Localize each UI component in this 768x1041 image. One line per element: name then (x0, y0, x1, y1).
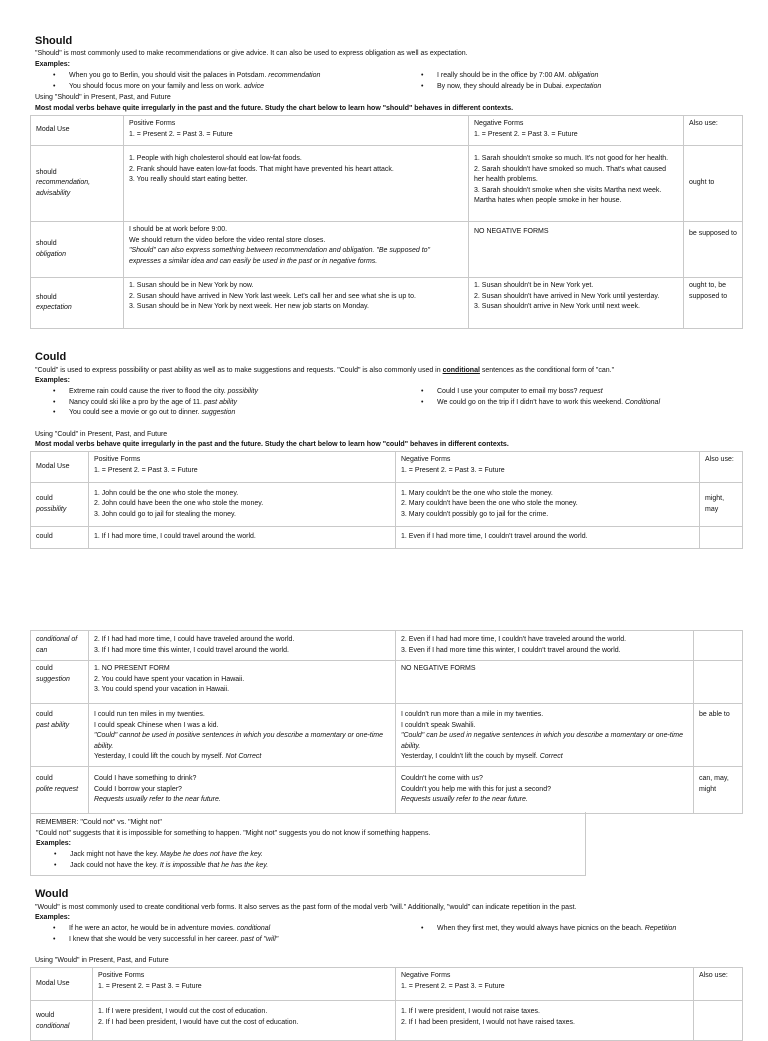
could-using-title: Using "Could" in Present, Past, and Future (35, 431, 168, 438)
table-row (31, 767, 743, 814)
would-examples-left (35, 924, 278, 945)
could-title: Could (35, 351, 67, 363)
table-row (31, 527, 743, 549)
should-using-title: Using "Should" in Present, Past, and Future (35, 94, 171, 101)
list-item: • If he were an actor, he would be in adventure movies. conditional (35, 924, 278, 935)
modal-cell: would conditional (31, 1001, 93, 1041)
would-table (30, 967, 743, 1041)
modal-cell: could (31, 527, 89, 549)
negative-cell: 1. Susan shouldn't be in New York yet. 2. Susan shouldn't have arrived in New York until yesterday. 3. Susan shouldn't arrive in New York until next week. (469, 278, 684, 329)
should-examples-label: Examples: (35, 61, 71, 68)
positive-cell: 1. If I were president, I would cut the cost of education. 2. If I had been president, I would have cut the cost of education. (93, 1001, 396, 1041)
negative-cell: 1. Mary couldn't be the one who stole the money. 2. Mary couldn't have been the one who stole the money. 3. Mary couldn't possibly go to jail for the crime. (396, 483, 700, 527)
list-item: • Jack could not have the key. It is impossible that he has the key. (36, 861, 268, 872)
also-cell (700, 527, 743, 549)
remember-box (30, 812, 586, 876)
list-item: • Could I use your computer to email my boss? request (403, 387, 660, 398)
would-using-title: Using "Would" in Present, Past, and Future (35, 957, 169, 964)
modal-cell: could possibility (31, 483, 89, 527)
table-row (31, 1001, 743, 1041)
table-row (31, 278, 743, 329)
also-cell (694, 631, 743, 661)
should-title: Should (35, 35, 73, 47)
modal-cell: could polite request (31, 767, 89, 814)
list-item: • Extreme rain could cause the river to flood the city. possibility (35, 387, 258, 398)
would-examples-right (403, 924, 676, 935)
should-intro: "Should" is most commonly used to make recommendations or give advice. It can also be used to express obligation as well as expectation. (35, 50, 468, 57)
header-negative: Negative Forms 1. = Present 2. = Past 3. = Future (396, 968, 694, 1001)
list-item: • Nancy could ski like a pro by the age of 11. past ability (35, 398, 258, 409)
list-item: • We could go on the trip if I didn't have to work this weekend. Conditional (403, 398, 660, 409)
would-title: Would (35, 888, 69, 900)
positive-cell: 2. If I had had more time, I could have traveled around the world. 3. If I had more time this winter, I could travel around the world. (89, 631, 396, 661)
could-examples-right (403, 387, 660, 408)
negative-cell: I couldn't run more than a mile in my twenties. I couldn't speak Swahili. "Could" can be used in negative sentences in which you describe a momentary or one-time ability. Yesterday, I couldn't lift the couch by myself. Correct (396, 704, 694, 767)
positive-cell: 1. If I had more time, I could travel around the world. (89, 527, 396, 549)
table-row (31, 631, 743, 661)
list-item: • I knew that she would be very successful in her career. past of "will" (35, 935, 278, 946)
positive-cell: 1. NO PRESENT FORM 2. You could have spent your vacation in Hawaii. 3. You could spend your vacation in Hawaii. (89, 661, 396, 704)
could-examples-left (35, 387, 258, 419)
list-item: • You should focus more on your family and less on work. advice (35, 82, 320, 93)
table-row (31, 483, 743, 527)
negative-cell: 1. If I were president, I would not raise taxes. 2. If I had been president, I would not have raised taxes. (396, 1001, 694, 1041)
header-modal: Modal Use (31, 116, 124, 146)
negative-cell: NO NEGATIVE FORMS (396, 661, 694, 704)
could-table-continued (30, 630, 743, 814)
header-positive: Positive Forms 1. = Present 2. = Past 3. = Future (93, 968, 396, 1001)
list-item: • When they first met, they would always have picnics on the beach. Repetition (403, 924, 676, 935)
could-table (30, 451, 743, 549)
header-positive: Positive Forms 1. = Present 2. = Past 3. = Future (89, 452, 396, 483)
also-cell (694, 661, 743, 704)
positive-cell: 1. People with high cholesterol should eat low-fat foods. 2. Frank should have eaten low-fat foods. That might have prevented his heart attack. 3. You really should start eating better. (124, 146, 469, 222)
positive-cell: 1. Susan should be in New York by now. 2. Susan should have arrived in New York last week. Let's call her and see what she is up to. 3. Susan should be in New York by next week. Her new job starts on Monday. (124, 278, 469, 329)
also-cell: be supposed to (684, 222, 743, 278)
modal-cell: could suggestion (31, 661, 89, 704)
header-also: Also use: (694, 968, 743, 1001)
modal-cell: should expectation (31, 278, 124, 329)
positive-cell: I should be at work before 9:00. We should return the video before the video rental store closes. "Should" can also express something between recommendation and obligation. "Be supposed to" expresses a similar idea and can easily be used in the past or in negative forms. (124, 222, 469, 278)
header-modal: Modal Use (31, 968, 93, 1001)
list-item: • Jack might not have the key. Maybe he does not have the key. (36, 850, 268, 861)
modal-cell: conditional of can (31, 631, 89, 661)
also-cell (694, 1001, 743, 1041)
header-also: Also use: (684, 116, 743, 146)
negative-cell: 2. Even if I had had more time, I couldn't have traveled around the world. 3. Even if I had more time this winter, I couldn't travel around the world. (396, 631, 694, 661)
should-using-desc: Most modal verbs behave quite irregularly in the past and the future. Study the chart below to learn how "should" behaves in different contexts. (35, 105, 514, 112)
should-examples-right (403, 71, 601, 92)
modal-cell: could past ability (31, 704, 89, 767)
remember-title: REMEMBER: "Could not" vs. "Might not" (36, 819, 162, 826)
positive-cell: I could run ten miles in my twenties. I could speak Chinese when I was a kid. "Could" cannot be used in positive sentences in which you describe a momentary or one-time ability. Yesterday, I could lift the couch by myself. Not Correct (89, 704, 396, 767)
negative-cell: 1. Even if I had more time, I couldn't travel around the world. (396, 527, 700, 549)
table-row (31, 661, 743, 704)
also-cell: can, may, might (694, 767, 743, 814)
would-intro: "Would" is most commonly used to create conditional verb forms. It also serves as the past form of the modal verb "will." Additionally, "would" can indicate repetition in the past. (35, 904, 577, 911)
also-cell: might, may (700, 483, 743, 527)
also-cell: ought to (684, 146, 743, 222)
negative-cell: 1. Sarah shouldn't smoke so much. It's not good for her health. 2. Sarah shouldn't have smoked so much. That's what caused her health problems. 3. Sarah shouldn't smoke when she visits Martha next week. Martha hates when people smoke in her house. (469, 146, 684, 222)
should-table (30, 115, 743, 329)
positive-cell: 1. John could be the one who stole the money. 2. John could have been the one who stole the money. 3. John could go to jail for stealing the money. (89, 483, 396, 527)
list-item: • I really should be in the office by 7:00 AM. obligation (403, 71, 601, 82)
table-row (31, 146, 743, 222)
header-negative: Negative Forms 1. = Present 2. = Past 3. = Future (469, 116, 684, 146)
table-row (31, 222, 743, 278)
list-item: • By now, they should already be in Dubai. expectation (403, 82, 601, 93)
header-modal: Modal Use (31, 452, 89, 483)
remember-examples-label: Examples: (36, 840, 72, 847)
should-examples-left (35, 71, 320, 92)
conditional-link[interactable]: conditional (442, 367, 480, 374)
negative-cell: Couldn't he come with us? Couldn't you help me with this for just a second? Requests usually refer to the near future. (396, 767, 694, 814)
modal-cell: should obligation (31, 222, 124, 278)
would-examples-label: Examples: (35, 914, 71, 921)
could-examples-label: Examples: (35, 377, 71, 384)
negative-cell: NO NEGATIVE FORMS (469, 222, 684, 278)
positive-cell: Could I have something to drink? Could I borrow your stapler? Requests usually refer to the near future. (89, 767, 396, 814)
header-negative: Negative Forms 1. = Present 2. = Past 3. = Future (396, 452, 700, 483)
list-item: • You could see a movie or go out to dinner. suggestion (35, 408, 258, 419)
remember-text: "Could not" suggests that it is impossible for something to happen. "Might not" suggests you do not know if something happens. (36, 830, 431, 837)
modal-cell: should recommendation, advisability (31, 146, 124, 222)
could-intro: "Could" is used to express possibility or past ability as well as to make suggestions and requests. "Could" is also commonly used in conditional sentences as the conditional form of "can." (35, 367, 615, 374)
remember-examples (36, 850, 268, 871)
also-cell: ought to, be supposed to (684, 278, 743, 329)
table-row (31, 704, 743, 767)
could-using-desc: Most modal verbs behave quite irregularly in the past and the future. Study the chart below to learn how "could" behaves in different contexts. (35, 441, 509, 448)
also-cell: be able to (694, 704, 743, 767)
header-positive: Positive Forms 1. = Present 2. = Past 3. = Future (124, 116, 469, 146)
header-also: Also use: (700, 452, 743, 483)
list-item: • When you go to Berlin, you should visit the palaces in Potsdam. recommendation (35, 71, 320, 82)
